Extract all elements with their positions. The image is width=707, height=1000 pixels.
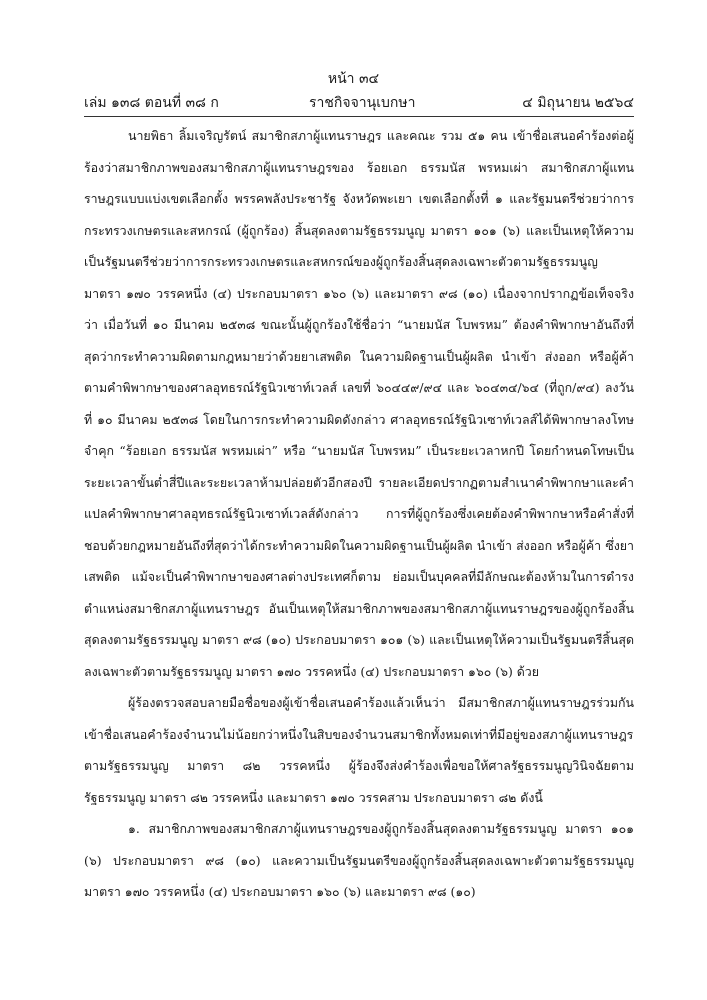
paragraph: ผู้ร้องตรวจสอบลายมือชื่อของผู้เข้าชื่อเสนอคำร้องแล้วเห็นว่า มีสมาชิกสภาผู้แทนราษฎรร่วมกันเข้าชื่อเสนอคำร้องจำนวนไม่น้อยกว่าหนึ่งในสิบของจำนวนสมาชิกทั้งหมดเท่าที่มีอยู่ของสภาผู้แทนราษฎรตามรัฐธรรมนูญ มาตรา ๘๒ วรรคหนึ่ง ผู้ร้องจึงส่งคำร้องเพื่อขอให้ศาลรัฐธรรมนูญวินิจฉัยตามรัฐธรรมนูญ มาตรา ๘๒ วรรคหนึ่ง และมาตรา ๑๗๐ วรรคสาม ประกอบมาตรา ๘๒ ดังนี้ [84, 695, 634, 805]
paragraph: ๑. สมาชิกภาพของสมาชิกสภาผู้แทนราษฎรของผู้ถูกร้องสิ้นสุดลงตามรัฐธรรมนูญ มาตรา ๑๐๑ (๖) ประกอบมาตรา ๙๘ (๑๐) และความเป็นรัฐมนตรีของผู้ถูกร้องสิ้นสุดลงเฉพาะตัวตามรัฐธรรมนูญ มาตรา ๑๗๐ วรรคหนึ่ง (๔) ประกอบมาตรา ๑๖๐ (๖) และมาตรา ๙๘ (๑๐) [84, 821, 634, 899]
document-body [84, 120, 634, 908]
header-divider [84, 116, 634, 117]
gazette-header [84, 92, 634, 114]
volume-issue: เล่ม ๑๓๘ ตอนที่ ๓๘ ก [84, 95, 219, 111]
publication-date: ๔ มิถุนายน ๒๕๖๔ [522, 95, 634, 111]
page-number: หน้า ๓๔ [327, 71, 380, 87]
paragraph: นายพิธา ลิ้มเจริญรัตน์ สมาชิกสภาผู้แทนราษฎร และคณะ รวม ๕๑ คน เข้าชื่อเสนอคำร้องต่อผู้ร้องว่าสมาชิกภาพของสมาชิกสภาผู้แทนราษฎรของ ร้อยเอก ธรรมนัส พรหมเผ่า สมาชิกสภาผู้แทนราษฎรแบบแบ่งเขตเลือกตั้ง พรรคพลังประชารัฐ จังหวัดพะเยา เขตเลือกตั้งที่ ๑ และรัฐมนตรีช่วยว่าการกระทรวงเกษตรและสหกรณ์ (ผู้ถูกร้อง) สิ้นสุดลงตามรัฐธรรมนูญ มาตรา ๑๐๑ (๖) และเป็นเหตุให้ความเป็นรัฐมนตรีช่วยว่าการกระทรวงเกษตรและสหกรณ์ของผู้ถูกร้องสิ้นสุดลงเฉพาะตัวตามรัฐธรรมนูญ มาตรา ๑๗๐ วรรคหนึ่ง (๔) ประกอบมาตรา ๑๖๐ (๖) และมาตรา ๙๘ (๑๐) เนื่องจากปรากฏข้อเท็จจริงว่า เมื่อวันที่ ๑๐ มีนาคม ๒๕๓๘ ขณะนั้นผู้ถูกร้องใช้ชื่อว่า “นายมนัส โบพรหม” ต้องคำพิพากษาอันถึงที่สุดว่ากระทำความผิดตามกฎหมายว่าด้วยยาเสพติด ในความผิดฐานเป็นผู้ผลิต นำเข้า ส่งออก หรือผู้ค้า ตามคำพิพากษาของศาลอุทธรณ์รัฐนิวเซาท์เวลส์ เลขที่ ๖๐๔๔๙/๙๔ และ ๖๐๔๓๔/๖๔ (ที่ถูก/๙๔) ลงวันที่ ๑๐ มีนาคม ๒๕๓๘ โดยในการกระทำความผิดดังกล่าว ศาลอุทธรณ์รัฐนิวเซาท์เวลส์ได้พิพากษาลงโทษจำคุก “ร้อยเอก ธรรมนัส พรหมเผ่า” หรือ “นายมนัส โบพรหม” เป็นระยะเวลาหกปี โดยกำหนดโทษเป็นระยะเวลาขั้นต่ำสี่ปีและระยะเวลาห้ามปล่อยตัวอีกสองปี รายละเอียดปรากฏตามสำเนาคำพิพากษาและคำแปลคำพิพากษาศาลอุทธรณ์รัฐนิวเซาท์เวลส์ดังกล่าว การที่ผู้ถูกร้องซึ่งเคยต้องคำพิพากษาหรือคำสั่งที่ชอบด้วยกฎหมายอันถึงที่สุดว่าได้กระทำความผิดในความผิดฐานเป็นผู้ผลิต นำเข้า ส่งออก หรือผู้ค้า ซึ่งยาเสพติด แม้จะเป็นคำพิพากษาของศาลต่างประเทศก็ตาม ย่อมเป็นบุคคลที่มีลักษณะต้องห้ามในการดำรงตำแหน่งสมาชิกสภาผู้แทนราษฎร อันเป็นเหตุให้สมาชิกภาพของสมาชิกสภาผู้แทนราษฎรของผู้ถูกร้องสิ้นสุดลงตามรัฐธรรมนูญ มาตรา ๙๘ (๑๐) ประกอบมาตรา ๑๐๑ (๖) และเป็นเหตุให้ความเป็นรัฐมนตรีสิ้นสุดลงเฉพาะตัวตามรัฐธรรมนูญ มาตรา ๑๗๐ วรรคหนึ่ง (๔) ประกอบมาตรา ๑๖๐ (๖) ด้วย [84, 128, 634, 679]
publication-title: ราชกิจจานุเบกษา [309, 95, 416, 111]
